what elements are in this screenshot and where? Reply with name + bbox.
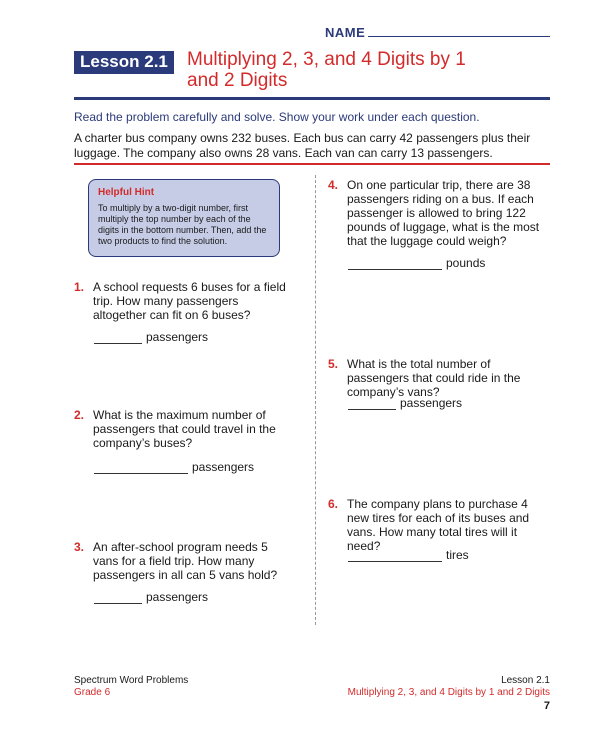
answer-3 [94, 590, 208, 604]
answer-unit: passengers [192, 460, 255, 474]
footer-book-title: Spectrum Word Problems [74, 675, 189, 686]
name-input-line[interactable] [368, 36, 550, 37]
question-4 [328, 178, 550, 248]
instructions: Read the problem carefully and solve. Show your work under each question. [74, 110, 480, 124]
helpful-hint-box [88, 179, 280, 257]
header-divider [74, 97, 550, 100]
question-3 [74, 540, 294, 582]
question-text: What is the total number of passengers that could ride in the company’s vans? [347, 357, 521, 399]
footer-lesson: Lesson 2.1 [501, 675, 550, 686]
answer-unit: tires [446, 548, 469, 562]
question-number: 6. [328, 497, 339, 511]
question-5 [328, 357, 550, 399]
question-number: 3. [74, 540, 85, 554]
question-number: 5. [328, 357, 339, 371]
page-number: 7 [543, 700, 550, 712]
answer-unit: passengers [400, 396, 463, 410]
question-number: 1. [74, 280, 85, 294]
footer-lesson-title: Multiplying 2, 3, and 4 Digits by 1 and 2 Digits [347, 687, 550, 698]
question-text: What is the maximum number of passengers that could travel in the company’s buses? [93, 408, 276, 450]
answer-6 [348, 548, 469, 562]
answer-unit: pounds [446, 256, 486, 270]
footer-left [74, 675, 188, 699]
question-text: An after-school program needs 5 vans for a field trip. How many passengers in all can 5 vans hold? [93, 540, 278, 582]
footer-right [300, 675, 550, 699]
question-6 [328, 497, 550, 553]
answer-1 [94, 330, 208, 344]
answer-unit: passengers [146, 330, 209, 344]
hint-title: Helpful Hint [98, 187, 155, 198]
lesson-title: Multiplying 2, 3, and 4 Digits by 1 and 2 Digits [187, 49, 466, 91]
lesson-badge: Lesson 2.1 [74, 51, 174, 74]
question-text: A school requests 6 buses for a field trip. How many passengers altogether can fit on 6 buses? [93, 280, 286, 322]
intro-paragraph: A charter bus company owns 232 buses. Each bus can carry 42 passengers plus their luggage. The company also owns 28 vans. Each van can carry 13 passengers. [74, 131, 531, 160]
answer-5 [348, 396, 462, 410]
answer-blank[interactable] [348, 551, 442, 562]
answer-unit: passengers [146, 590, 209, 604]
question-number: 4. [328, 178, 339, 192]
question-text: On one particular trip, there are 38 passengers riding on a bus. If each passenger is allowed to bring 122 pounds of luggage, what is the most that the luggage could weigh? [347, 178, 540, 248]
hint-text: To multiply by a two-digit number, first multiply the top number by each of the digits in the bottom number. Then, add the two products to find the solution. [98, 203, 267, 246]
answer-blank[interactable] [348, 259, 442, 270]
question-number: 2. [74, 408, 85, 422]
answer-4 [348, 256, 485, 270]
question-text: The company plans to purchase 4 new tires for each of its buses and vans. How many total tires will it need? [347, 497, 530, 553]
question-2 [74, 408, 294, 450]
column-divider [315, 175, 317, 625]
answer-blank[interactable] [94, 463, 188, 474]
name-label: NAME [325, 25, 366, 40]
answer-blank[interactable] [94, 333, 142, 344]
footer-grade: Grade 6 [74, 687, 111, 698]
answer-2 [94, 460, 254, 474]
intro-divider [74, 163, 550, 165]
question-1 [74, 280, 294, 322]
answer-blank[interactable] [348, 399, 396, 410]
answer-blank[interactable] [94, 593, 142, 604]
